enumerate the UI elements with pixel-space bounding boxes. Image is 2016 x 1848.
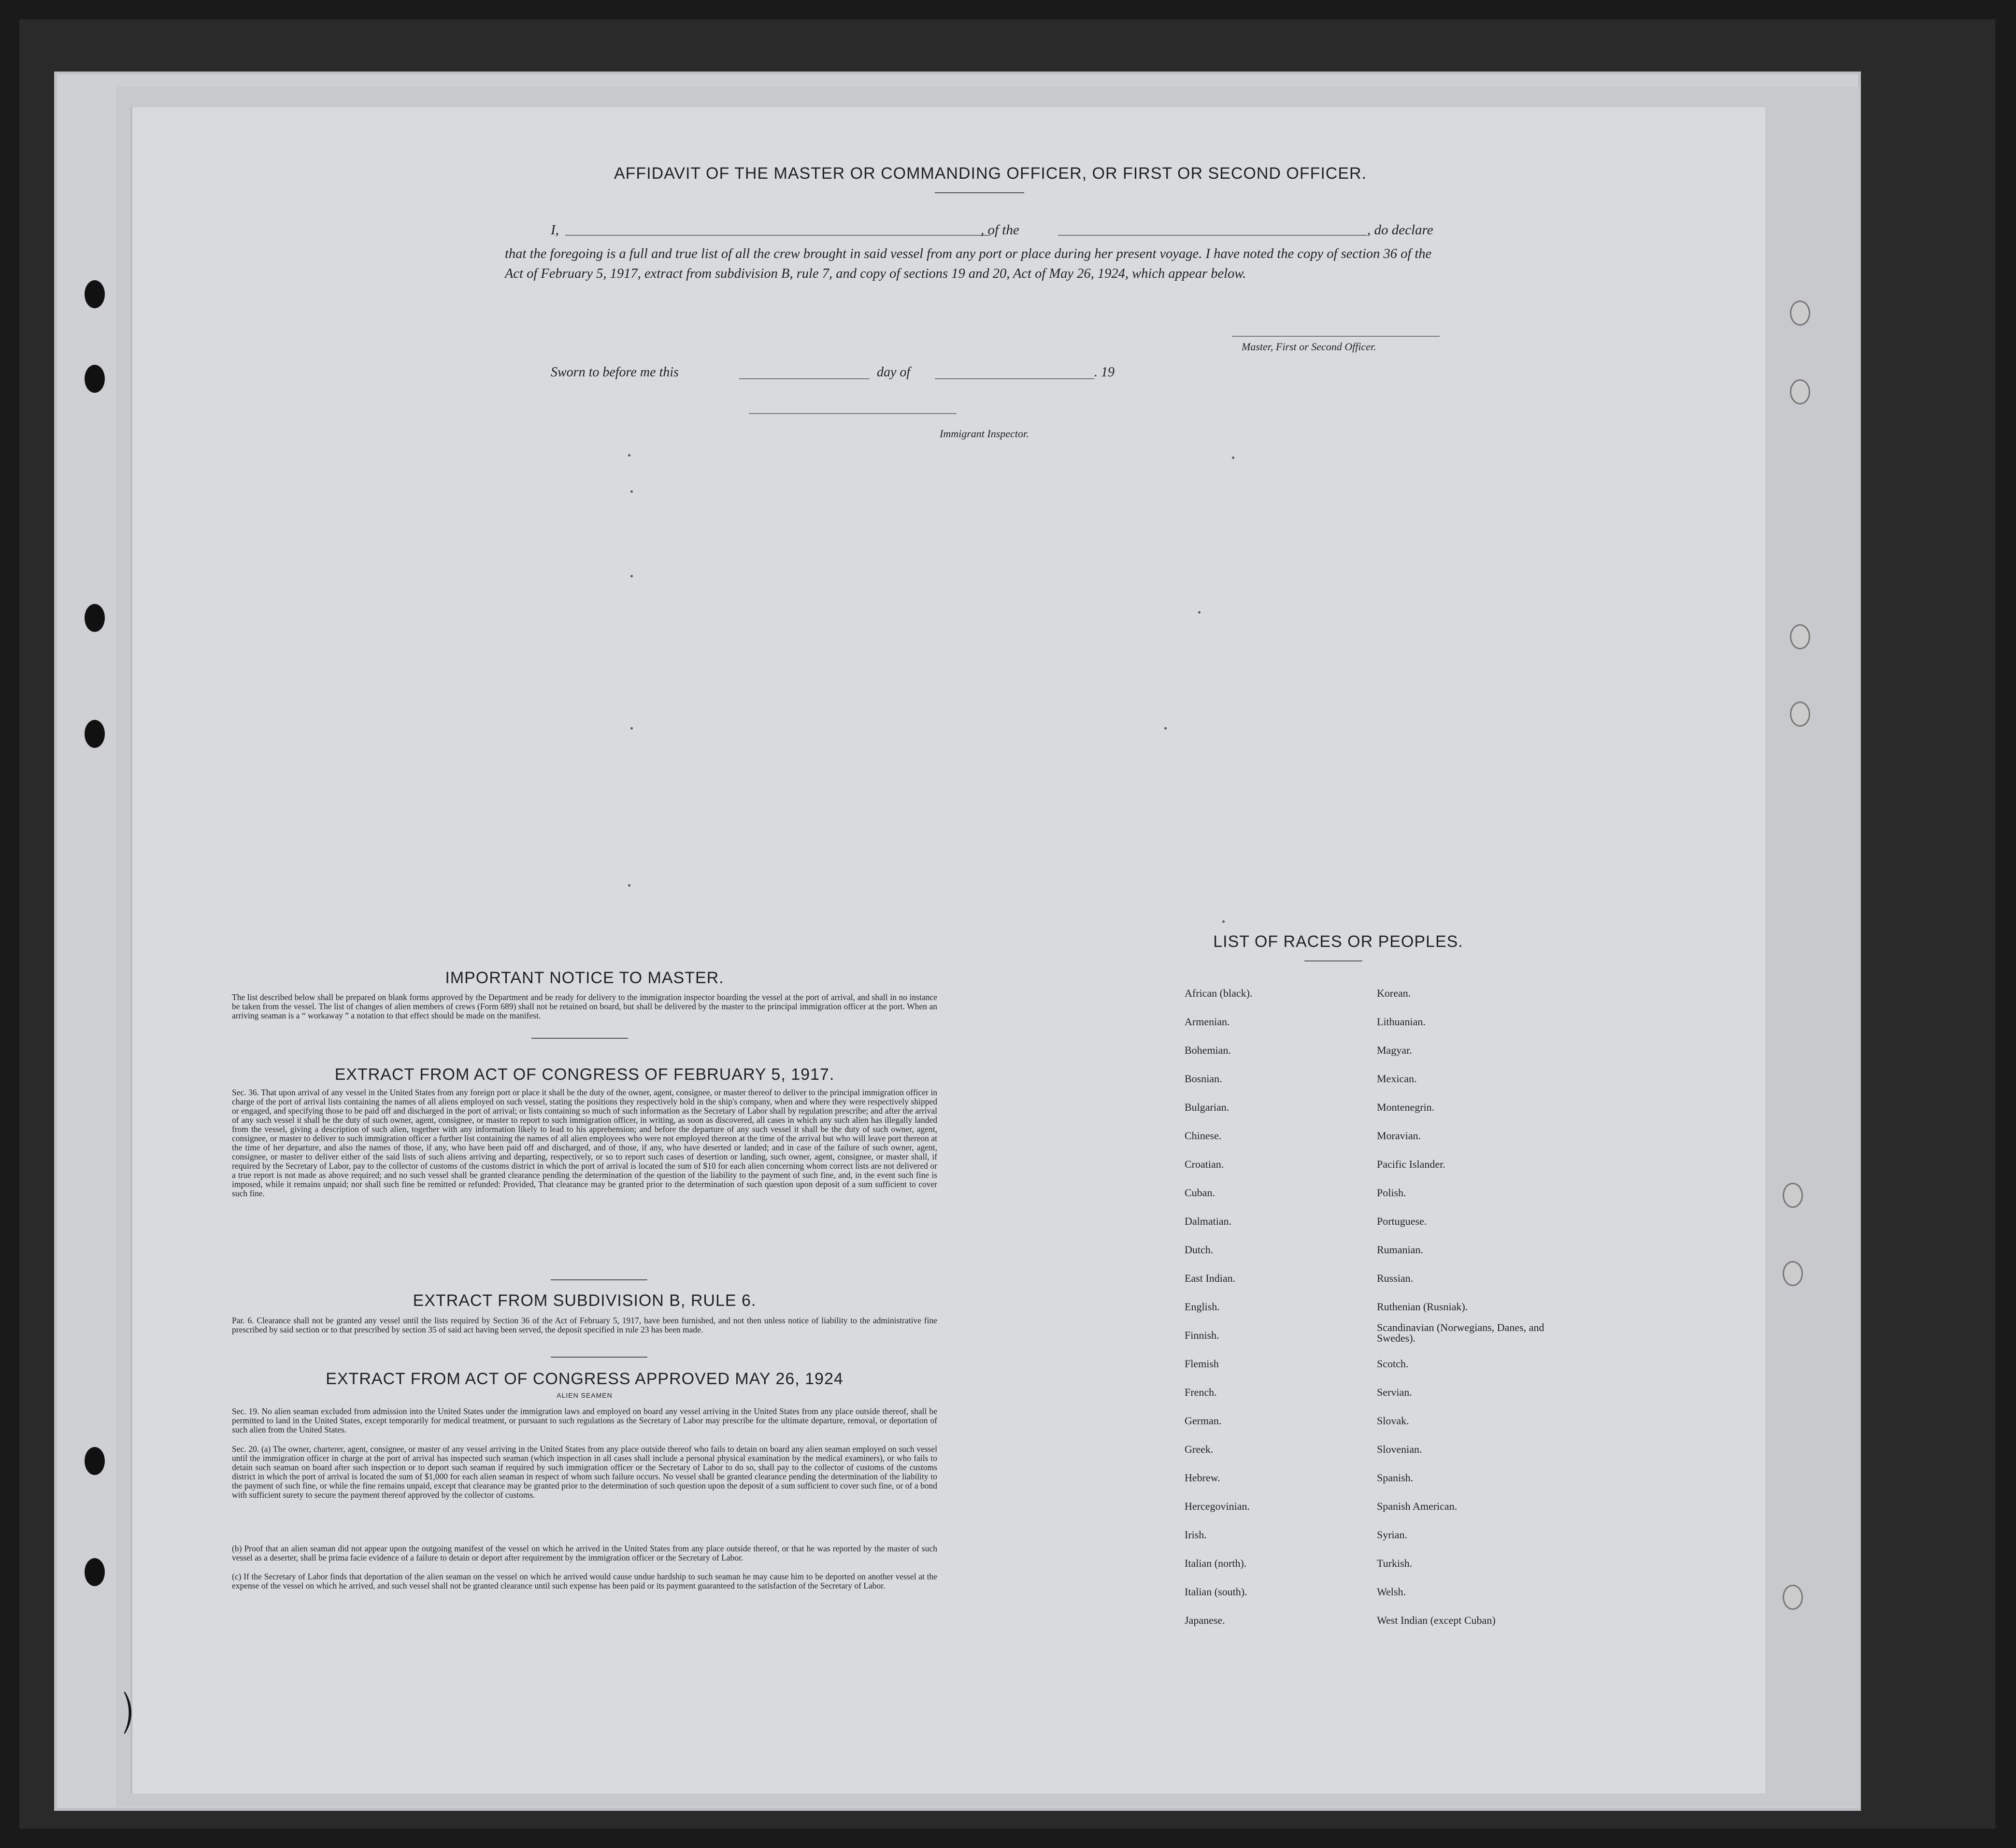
race-item: Magyar. [1377,1044,1412,1056]
race-item: Armenian. [1185,1016,1230,1028]
mark [628,884,630,887]
race-item: Scotch. [1377,1358,1409,1370]
notice-text: The list described below shall be prepared on blank forms approved by the Department and be ready for delivery to the immigration inspector boarding the vessel at the port of arrival, and shall in no instance be taken from the vessel. The list of changes of alien members of crews (Form 689) shall not be retained on board, but shall be delivered by the master to the principal immigration officer at the port. When an arriving seaman is a “ workaway ” a notation to that effect should be made on the manifest. [232,992,937,1020]
mark [1232,457,1234,459]
race-item: Ruthenian (Rusniak). [1377,1301,1468,1313]
divider [1304,960,1362,961]
race-item: Hercegovinian. [1185,1500,1250,1512]
sworn-month-field[interactable] [935,378,1094,379]
race-item: Lithuanian. [1377,1016,1426,1028]
mark [1164,727,1167,730]
race-item: African (black). [1185,987,1253,999]
day-of-label: day of [877,365,911,380]
race-item: English. [1185,1301,1220,1313]
binder-hole [1783,1261,1803,1286]
name-field[interactable] [565,235,990,236]
extract-1917-title: EXTRACT FROM ACT OF CONGRESS OF FEBRUARY 5, 1917. [334,1065,835,1084]
race-item: Bulgarian. [1185,1101,1230,1113]
binder-hole [1790,624,1810,649]
mark [1222,920,1225,923]
affidavit-i: I, [551,222,559,238]
race-item: Montenegrin. [1377,1101,1435,1113]
race-item: Portuguese. [1377,1215,1427,1227]
race-item: German. [1185,1415,1222,1427]
divider [935,192,1024,193]
sec-20c-text: (c) If the Secretary of Labor finds that deportation of the alien seaman on the vessel on which he arrived would cause undue hardship to such seaman he may cause him to be deported on another vessel at the expense of the vessel on which he arrived, and such vessel shall not be granted clearance until such expense has been paid or its payment guaranteed to the satisfaction of the Secretary of Labor. [232,1572,937,1590]
binder-hole [1783,1183,1803,1208]
race-item: East Indian. [1185,1272,1236,1284]
divider [551,1279,647,1280]
binder-hole [85,720,105,748]
race-item: Irish. [1185,1529,1207,1541]
mark [630,490,633,493]
extract-1924-title: EXTRACT FROM ACT OF CONGRESS APPROVED MAY 26, 1924 [326,1370,844,1388]
race-item: Russian. [1377,1272,1414,1284]
race-item: Bosnian. [1185,1073,1222,1085]
binder-hole [1790,702,1810,727]
inspector-signature-line[interactable] [749,413,957,414]
race-item: Italian (south). [1185,1586,1247,1598]
race-item: Welsh. [1377,1586,1406,1598]
affidavit-declare: , do declare [1367,222,1433,238]
race-item: Croatian. [1185,1158,1224,1170]
divider [551,1357,647,1358]
vessel-field[interactable] [1058,235,1367,236]
race-item: Slovenian. [1377,1443,1422,1455]
binder-hole [1790,301,1810,326]
affidavit-of-the: , of the [981,222,1019,238]
extract-1924-subtitle: ALIEN SEAMEN [557,1391,613,1399]
races-title: LIST OF RACES OR PEOPLES. [1213,932,1463,951]
race-item: Hebrew. [1185,1472,1220,1484]
race-item: Finnish. [1185,1329,1219,1341]
rule-6-text: Par. 6. Clearance shall not be granted any vessel until the lists required by Section 36 of the Act of February 5, 1917, have been furnished, and not then unless notice of liability to the administrative fine prescribed by said section or to that prescribed by section 35 of said act having been served, the deposit specified in rule 23 has been made. [232,1316,937,1334]
binder-hole [85,1558,105,1586]
divider [531,1038,628,1039]
binder-hole [85,604,105,632]
binder-hole [1790,379,1810,404]
race-item: Rumanian. [1377,1244,1423,1256]
master-signature-line[interactable] [1232,336,1440,337]
year-label: . 19 [1094,365,1115,380]
race-item: Scandinavian (Norwegians, Danes, and Swedes). [1377,1321,1544,1344]
race-item: Servian. [1377,1386,1412,1398]
race-item: Pacific Islander. [1377,1158,1445,1170]
mark [630,727,633,730]
race-item: West Indian (except Cuban) [1377,1614,1496,1626]
mark [1198,611,1201,614]
binder-hole [85,1447,105,1475]
race-item: Dalmatian. [1185,1215,1232,1227]
race-item: Mexican. [1377,1073,1417,1085]
master-signature-label: Master, First or Second Officer. [1242,341,1376,353]
notice-title: IMPORTANT NOTICE TO MASTER. [445,969,724,987]
binder-hole [85,365,105,393]
race-item: Dutch. [1185,1244,1214,1256]
mark [628,454,630,457]
race-item: Flemish [1185,1358,1219,1370]
race-item: Bohemian. [1185,1044,1231,1056]
handwritten-mark: ⌒ [85,1691,133,1734]
rule-6-title: EXTRACT FROM SUBDIVISION B, RULE 6. [413,1291,757,1310]
extract-1917-text: Sec. 36. That upon arrival of any vessel in the United States from any foreign port or place it shall be the duty of the owner, agent, consignee, or master thereof to deliver to the principal immigration officer in charge of the port of arrival lists containing the names of all aliens employed on such vessel, stating the positions they respectively hold in the ship's company, when and where they were respectively shipped or engaged, and specifying those to be paid off and discharged in the port of arrival; or lists containing so much of such information as the Secretary of Labor shall by regulation prescribe; and after the arrival of any such vessel it shall be the duty of such owner, agent, consignee, or master to report to such immigration officer, in writing, as soon as discovered, all cases in which any such alien has illegally landed from the vessel, giving a description of such alien, together with any information likely to lead to his apprehension; and before the departure of any such vessel it shall be the duty of such owner, agent, consignee, or master to deliver to such immigration officer a further list containing the names of all alien employees who were not employed thereon at the time of the arrival but who will leave port thereon at the time of her departure, and also the names of those, if any, who have been paid off and discharged, and of those, if any, who have deserted or landed; and in case of the failure of such owner, agent, consignee, or master to deliver either of the said lists of such aliens arriving and departing, respectively, or so to report such cases of desertion or landing, such owner, agent, consignee, or master shall, if required by the Secretary of Labor, pay to the collector of customs of the customs district in which the port of arrival is located the sum of $10 for each alien concerning whom correct lists are not delivered or a true report is not made as above required; and no such vessel shall be granted clearance pending the determination of the question of the liability to the payment of such fine, and, in the event such fine is imposed, while it remains unpaid; nor shall such fine be remitted or refunded: Provided, That clearance may be granted prior to the determination of such question upon deposit of a sum sufficient to cover such fine. [232,1088,937,1198]
race-item: Cuban. [1185,1187,1215,1199]
race-item: Chinese. [1185,1130,1222,1142]
binder-hole [1783,1585,1803,1610]
mark [630,575,633,577]
race-item: Polish. [1377,1187,1406,1199]
race-item: Turkish. [1377,1557,1413,1569]
inspector-signature-label: Immigrant Inspector. [940,428,1029,440]
sec-19-text: Sec. 19. No alien seaman excluded from admission into the United States under the immigration laws and employed on board any vessel arriving in the United States from any place outside thereof, shall be permitted to land in the United States, except temporarily for medical treatment, or pursuant to such regulations as the Secretary of Labor may prescribe for the ultimate departure, removal, or deportation of such alien from the United States. [232,1406,937,1434]
affidavit-title: AFFIDAVIT OF THE MASTER OR COMMANDING OFFICER, OR FIRST OR SECOND OFFICER. [614,164,1367,183]
race-item: Italian (north). [1185,1557,1247,1569]
sec-20a-text: Sec. 20. (a) The owner, charterer, agent, consignee, or master of any vessel arriving in the United States from any place outside thereof who fails to detain on board any alien seaman employed on such vessel until the immigration officer in charge at the port of arrival has inspected such seaman (which inspection in all cases shall include a personal physical examination by the medical examiners), or who fails to detain such seaman on board after such inspection or to deport such seaman if required by such immigration officer or the Secretary of Labor to do so, shall pay to the collector of customs of the customs district in which the port of arrival is located the sum of $1,000 for each alien seaman in respect of whom such failure occurs. No vessel shall be granted clearance pending the determination of the liability to the payment of such fine, or while the fine remains unpaid, except that clearance may be granted prior to the determination of such question upon the deposit of a sum sufficient to cover such fine, or of a bond with sufficient surety to secure the payment thereof approved by the collector of customs. [232,1444,937,1500]
race-item: French. [1185,1386,1217,1398]
race-item: Slovak. [1377,1415,1409,1427]
race-item: Syrian. [1377,1529,1407,1541]
affidavit-text: that the foregoing is a full and true list of all the crew brought in said vessel from any port or place during her present voyage. I have noted the copy of section 36 of the Act of February 5, 1917, extract from subdivision B, rule 7, and copy of sections 19 and 20, Act of May 26, 1924, which appear below. [505,246,1432,281]
race-item: Spanish American. [1377,1500,1458,1512]
race-item: Spanish. [1377,1472,1414,1484]
sworn-day-field[interactable] [739,378,870,379]
sworn-label: Sworn to before me this [551,365,679,380]
sec-20b-text: (b) Proof that an alien seaman did not appear upon the outgoing manifest of the vessel on which he arrived in the United States from any place outside thereof, or that he was reported by the master of such vessel as a deserter, shall be prima facie evidence of a failure to detain or deport after requirement by the immigration officer or the Secretary of Labor. [232,1544,937,1562]
binder-hole [85,280,105,308]
race-item: Korean. [1377,987,1411,999]
race-item: Japanese. [1185,1614,1225,1626]
race-item: Moravian. [1377,1130,1421,1142]
race-item: Greek. [1185,1443,1214,1455]
